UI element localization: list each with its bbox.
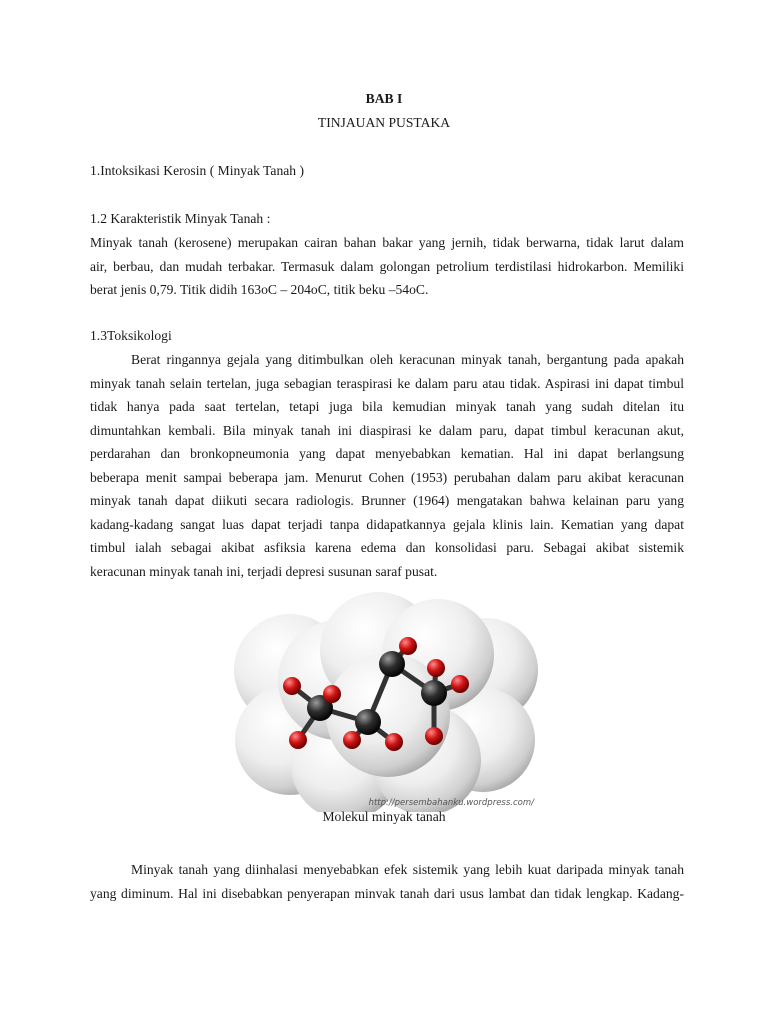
hydrogen-spheres <box>234 592 538 812</box>
paragraph-line: keracunan minyak tanah ini, terjadi depresi susunan saraf pusat. <box>90 563 438 579</box>
image-watermark: http://persembahanku.wordpress.com/ <box>368 798 534 808</box>
section-1-3-paragraph <box>90 348 684 583</box>
paragraph-line: timbul ialah sebagai akibat asfiksia karena edema dan konsolidasi paru. Sebagai akibat sistemik <box>90 540 684 555</box>
section-1-3-heading: 1.3Toksikologi <box>90 328 172 343</box>
paragraph-line: Berat ringannya gejala yang ditimbulkan oleh keracunan minyak tanah, bergantung pada apakah <box>131 352 684 367</box>
paragraph-line: berat jenis 0,79. Titik didih 163oC – 204oC, titik beku –54oC. <box>90 282 429 297</box>
paragraph-line: tidak hanya pada saat tertelan, tetapi juga bila kemudian minyak tanah yang sudah ditelan itu <box>90 399 684 414</box>
section-1-2-heading: 1.2 Karakteristik Minyak Tanah : <box>90 211 271 226</box>
figure-caption: Molekul minyak tanah <box>322 809 446 824</box>
paragraph-line: perdarahan dan bronkopneumonia yang dapat menyebabkan kematian. Hal ini dapat berlangsung <box>90 446 684 461</box>
chapter-title: TINJAUAN PUSTAKA <box>317 115 451 130</box>
paragraph-line: dimuntahkan kembali. Bila minyak tanah ini diaspirasi ke dalam paru, dapat timbul keracunan akut, <box>90 422 684 438</box>
section-1-2-paragraph <box>90 231 684 302</box>
chapter-heading: BAB I <box>365 91 403 106</box>
section-1-heading: 1.Intoksikasi Kerosin ( Minyak Tanah ) <box>90 163 304 178</box>
paragraph-line: minyak tanah dapat diikuti secara radiologis. Brunner (1964) mengatakan bahwa kelainan paru yang <box>90 493 684 508</box>
paragraph-line: Minyak tanah yang diinhalasi menyebabkan efek sistemik yang lebih kuat daripada minyak tanah <box>131 862 684 877</box>
paragraph-line: beberapa menit sampai beberapa jam. Menurut Cohen (1953) perubahan dalam paru akibat keracunan <box>90 469 684 485</box>
paragraph-line: kadang-kadang sangat luas dapat terjadi tanpa didapatkannya gejala klinis lain. Kematian yang dapat <box>90 516 684 532</box>
paragraph-line: minyak tanah selain tertelan, juga sebagian teraspirasi ke dalam paru atau tidak. Aspirasi ini dapat timbul <box>90 375 684 391</box>
molecule-image <box>228 590 540 812</box>
paragraph-line: air, berbau, dan mudah terbakar. Termasuk dalam golongan petrolium terdistilasi hidrokarbon. Memiliki <box>90 258 684 274</box>
paragraph-line: Minyak tanah (kerosene) merupakan cairan bahan bakar yang jernih, tidak berwarna, tidak larut dalam <box>90 235 684 250</box>
paragraph-line: yang diminum. Hal ini disebabkan penyerapan minvak tanah dari usus lambat dan tidak lengkap. Kadang- <box>90 885 684 901</box>
inhalation-paragraph <box>90 858 684 905</box>
